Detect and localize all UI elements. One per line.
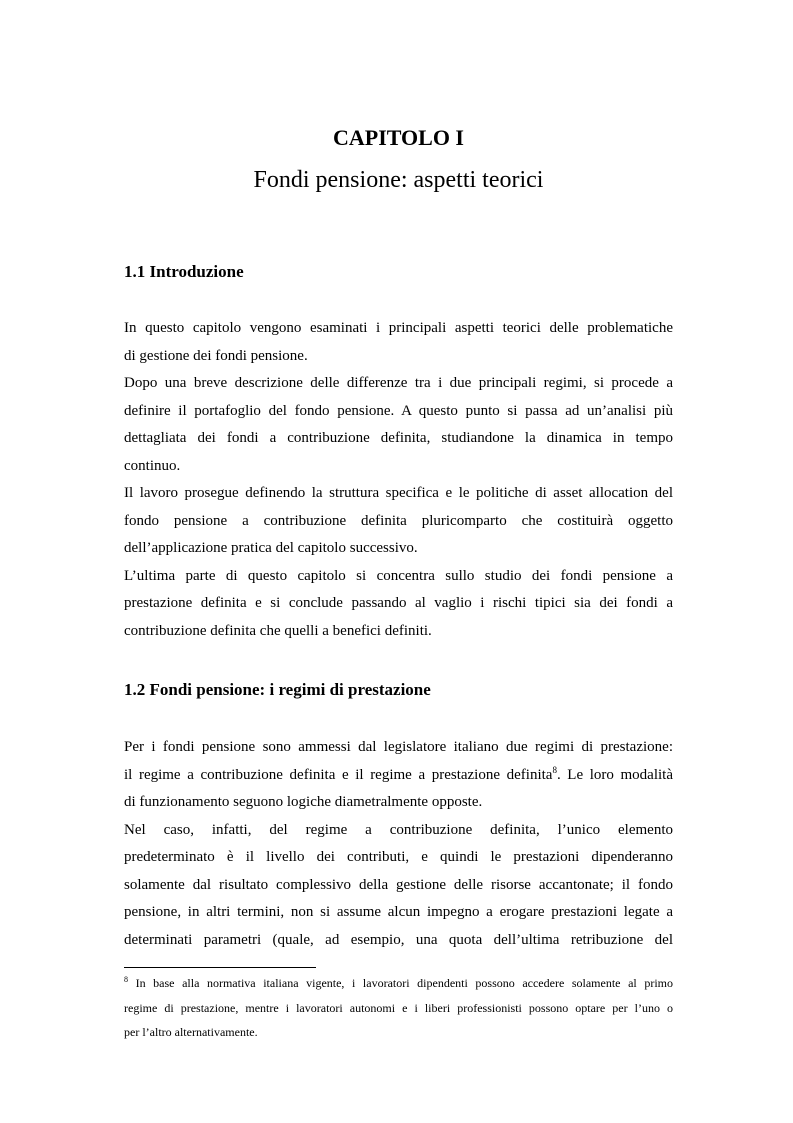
text-line-with-footnote bbox=[124, 762, 673, 790]
chapter-title: Fondi pensione: aspetti teorici bbox=[253, 167, 544, 193]
text-line: Dopo una breve descrizione delle differenze tra i due principali regimi, si procede a bbox=[124, 375, 673, 391]
paragraph bbox=[124, 370, 673, 480]
paragraph bbox=[124, 817, 673, 955]
section-heading-1-2: 1.2 Fondi pensione: i regimi di prestazione bbox=[124, 680, 431, 699]
text-segment: il regime a contribuzione definita e il regime a prestazione definita bbox=[124, 766, 553, 783]
footnote-separator bbox=[124, 967, 316, 968]
paragraph bbox=[124, 563, 673, 646]
text-line: solamente dal risultato complessivo della gestione delle risorse accantonate; il fondo bbox=[124, 876, 673, 893]
paragraph bbox=[124, 734, 673, 817]
text-line: di funzionamento seguono logiche diametralmente opposte. bbox=[124, 794, 483, 810]
paragraph bbox=[124, 480, 673, 563]
text-line: dell’applicazione pratica del capitolo successivo. bbox=[124, 540, 418, 556]
text-line: Nel caso, infatti, del regime a contribuzione definita, l’unico elemento bbox=[124, 821, 673, 838]
text-segment: In base alla normativa italiana vigente, i lavoratori dipendenti possono accedere solamente al primo bbox=[128, 976, 673, 990]
text-line: continuo. bbox=[124, 457, 181, 474]
text-line: Il lavoro prosegue definendo la struttura specifica e le politiche di asset allocation del bbox=[124, 485, 673, 501]
footnote-line: regime di prestazione, mentre i lavoratori autonomi e i liberi professionisti possono optare per l’uno o bbox=[124, 1000, 673, 1015]
text-line: dettagliata dei fondi a contribuzione definita, studiandone la dinamica in tempo bbox=[124, 430, 673, 446]
text-line: contribuzione definita che quelli a benefici definiti. bbox=[124, 622, 432, 639]
footnote-number: 8 bbox=[124, 975, 128, 984]
text-line: In questo capitolo vengono esaminati i principali aspetti teorici delle problematiche bbox=[124, 320, 673, 336]
footnote-reference: 8 bbox=[552, 764, 557, 775]
text-line: predeterminato è il livello dei contributi, e quindi le prestazioni dipenderanno bbox=[124, 849, 673, 865]
footnote bbox=[124, 971, 673, 1045]
footnote-line bbox=[124, 971, 673, 996]
text-line: Per i fondi pensione sono ammessi dal legislatore italiano due regimi di prestazione: bbox=[124, 739, 673, 755]
text-line: di gestione dei fondi pensione. bbox=[124, 347, 308, 364]
text-line: fondo pensione a contribuzione definita pluricomparto che costituirà oggetto bbox=[124, 512, 673, 529]
paragraph bbox=[124, 315, 673, 370]
footnote-line: per l’altro alternativamente. bbox=[124, 1025, 258, 1039]
text-line: definire il portafoglio del fondo pensione. A questo punto si passa ad un’analisi più bbox=[124, 402, 673, 419]
text-segment: . Le loro modalità bbox=[556, 766, 673, 783]
chapter-number: CAPITOLO I bbox=[332, 125, 464, 150]
text-line: determinati parametri (quale, ad esempio, una quota dell’ultima retribuzione del bbox=[124, 931, 673, 948]
text-line: prestazione definita e si conclude passando al vaglio i rischi tipici sia dei fondi a bbox=[124, 595, 673, 611]
text-line: L’ultima parte di questo capitolo si concentra sullo studio dei fondi pensione a bbox=[124, 567, 673, 584]
text-line: pensione, in altri termini, non si assume alcun impegno a erogare prestazioni legate a bbox=[124, 904, 673, 920]
section-heading-1-1: 1.1 Introduzione bbox=[124, 262, 244, 281]
